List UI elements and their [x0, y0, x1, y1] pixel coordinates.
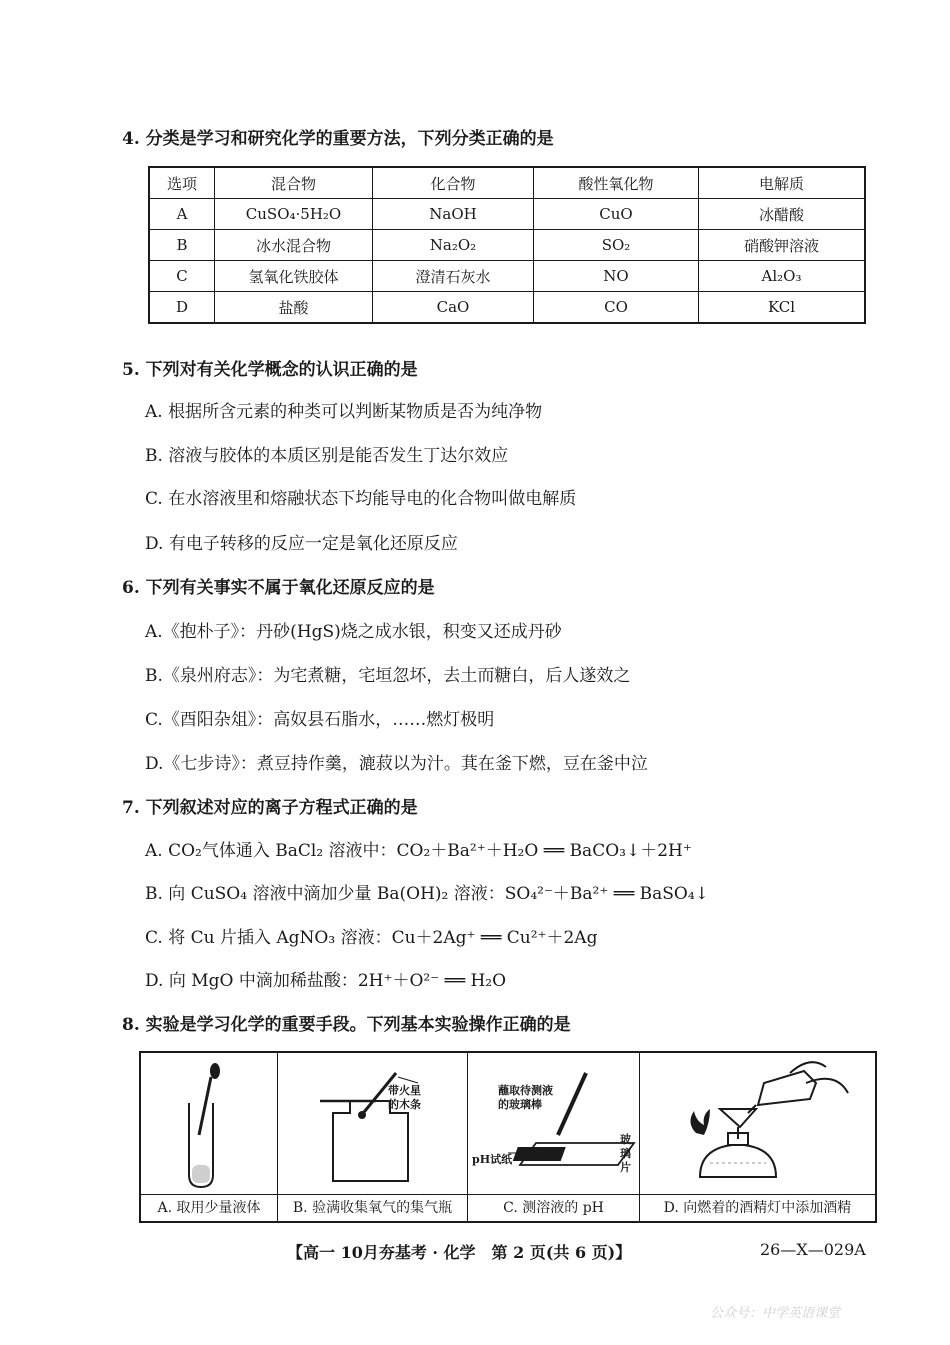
q5-option-a: A. 根据所含元素的种类可以判断某物质是否为纯净物	[145, 402, 543, 422]
lab-caption-b: B. 验满收集氧气的集气瓶	[278, 1194, 467, 1221]
table-cell: CaO	[373, 292, 534, 324]
table-cell: CuO	[534, 199, 699, 230]
q4-stem: 4. 分类是学习和研究化学的重要方法，下列分类正确的是	[122, 129, 554, 149]
q8-stem: 8. 实验是学习化学的重要手段。下列基本实验操作正确的是	[122, 1015, 571, 1035]
table-cell: 硝酸钾溶液	[699, 230, 866, 261]
footer-code: 26—X—029A	[760, 1240, 866, 1259]
c-label-rod-1: 蘸取待测液	[498, 1084, 553, 1097]
table-cell: 冰醋酸	[699, 199, 866, 230]
table-row	[149, 292, 865, 324]
gas-bottle-illustration	[278, 1053, 468, 1195]
table-cell: NaOH	[373, 199, 534, 230]
dropper-illustration	[141, 1053, 278, 1195]
footer-title: 【高一 10月夯基考 · 化学 第 2 页(共 6 页)】	[287, 1243, 632, 1262]
lab-caption-d: D. 向燃着的酒精灯中添加酒精	[640, 1194, 875, 1221]
c-label-ph-paper: pH试纸	[472, 1153, 513, 1166]
table-cell: 氢氧化铁胶体	[215, 261, 373, 292]
q6-stem: 6. 下列有关事实不属于氧化还原反应的是	[122, 578, 435, 598]
table-cell: NO	[534, 261, 699, 292]
header-cell: 化合物	[373, 167, 534, 199]
lab-figure-d	[640, 1053, 875, 1221]
lab-caption-a: A. 取用少量液体	[141, 1194, 277, 1221]
q6-option-d: D.《七步诗》：煮豆持作羹，漉菽以为汁。萁在釜下燃，豆在釜中泣	[145, 754, 648, 774]
q5-option-d: D. 有电子转移的反应一定是氧化还原反应	[145, 534, 458, 554]
table-cell: CO	[534, 292, 699, 324]
table-cell: D	[149, 292, 215, 324]
lab-caption-c: C. 测溶液的 pH	[468, 1194, 639, 1221]
lab-figure-b	[278, 1053, 468, 1221]
table-row	[149, 261, 865, 292]
watermark: 公众号：中学英语课堂	[710, 1306, 841, 1321]
table-header-row	[149, 167, 865, 199]
q8-lab-figures	[139, 1051, 877, 1223]
c-label-glass-1: 玻	[620, 1133, 631, 1146]
q7-stem: 7. 下列叙述对应的离子方程式正确的是	[122, 798, 418, 818]
b-label-stick-2: 的木条	[388, 1098, 421, 1111]
table-cell: 冰水混合物	[215, 230, 373, 261]
table-cell: B	[149, 230, 215, 261]
c-label-glass-2: 璃	[620, 1147, 631, 1160]
q5-option-c: C. 在水溶液里和熔融状态下均能导电的化合物叫做电解质	[145, 489, 577, 509]
table-cell: 盐酸	[215, 292, 373, 324]
header-cell: 选项	[149, 167, 215, 199]
q6-option-a: A.《抱朴子》：丹砂(HgS)烧之成水银，积变又还成丹砂	[145, 622, 562, 642]
q6-option-b: B.《泉州府志》：为宅煮糖，宅垣忽坏，去土而糖白，后人遂效之	[145, 666, 631, 686]
lab-figure-a	[141, 1053, 278, 1221]
q7-option-b: B. 向 CuSO₄ 溶液中滴加少量 Ba(OH)₂ 溶液：SO₄²⁻＋Ba²⁺ ══ BaSO₄↓	[145, 884, 709, 904]
table-cell: 澄清石灰水	[373, 261, 534, 292]
table-cell: A	[149, 199, 215, 230]
lab-figure-c	[468, 1053, 640, 1221]
q5-stem: 5. 下列对有关化学概念的认识正确的是	[122, 360, 418, 380]
c-label-glass-3: 片	[620, 1161, 631, 1174]
table-row	[149, 199, 865, 230]
q5-option-b: B. 溶液与胶体的本质区别是能否发生丁达尔效应	[145, 446, 509, 466]
header-cell: 电解质	[699, 167, 866, 199]
q4-table	[148, 166, 866, 324]
header-cell: 混合物	[215, 167, 373, 199]
b-label-stick-1: 带火星	[388, 1084, 421, 1097]
ph-test-illustration	[468, 1053, 640, 1195]
c-label-rod-2: 的玻璃棒	[498, 1098, 542, 1111]
table-cell: CuSO₄·5H₂O	[215, 199, 373, 230]
table-cell: Na₂O₂	[373, 230, 534, 261]
table-cell: KCl	[699, 292, 866, 324]
header-cell: 酸性氧化物	[534, 167, 699, 199]
table-row	[149, 230, 865, 261]
q7-option-c: C. 将 Cu 片插入 AgNO₃ 溶液：Cu＋2Ag⁺ ══ Cu²⁺＋2Ag	[145, 928, 598, 948]
table-cell: C	[149, 261, 215, 292]
alcohol-lamp-illustration	[640, 1053, 875, 1195]
table-cell: Al₂O₃	[699, 261, 866, 292]
q7-option-a: A. CO₂气体通入 BaCl₂ 溶液中：CO₂＋Ba²⁺＋H₂O ══ BaCO₃↓＋2H⁺	[145, 841, 692, 861]
q6-option-c: C.《酉阳杂俎》：高奴县石脂水，……燃灯极明	[145, 710, 495, 730]
q7-option-d: D. 向 MgO 中滴加稀盐酸：2H⁺＋O²⁻ ══ H₂O	[145, 971, 507, 991]
table-cell: SO₂	[534, 230, 699, 261]
